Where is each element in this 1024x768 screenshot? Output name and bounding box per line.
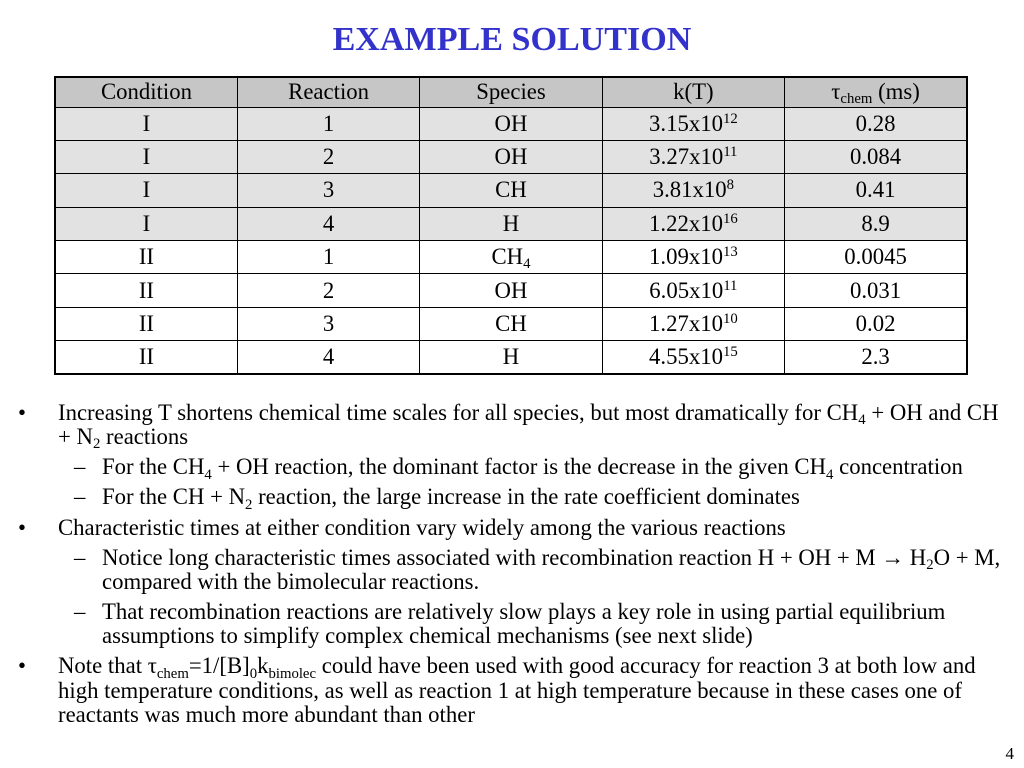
table-row xyxy=(55,341,967,374)
text-line xyxy=(58,400,1024,429)
subscript: 4 xyxy=(204,466,212,483)
cell-tau-chem: 0.084 xyxy=(785,140,967,173)
text-line xyxy=(102,600,1024,624)
cell-tau-chem: 2.3 xyxy=(785,341,967,374)
text-run: k xyxy=(257,653,269,679)
superscript: 11 xyxy=(723,143,738,160)
cell-reaction: 3 xyxy=(237,174,419,207)
cell-tau-chem: 0.031 xyxy=(785,274,967,307)
sub-bullet-item xyxy=(0,454,1024,483)
table-body xyxy=(55,107,967,374)
cell-species: CH xyxy=(420,174,602,207)
text-run: concentration xyxy=(833,454,963,480)
subscript: 2 xyxy=(92,436,101,453)
text-run: O + M, xyxy=(933,544,1001,570)
sub-bullet-item xyxy=(0,600,1024,649)
text-line xyxy=(58,516,1024,540)
text-run: 3.81x10 xyxy=(652,177,727,203)
text-run: + N xyxy=(58,424,93,450)
cell-condition: I xyxy=(55,207,237,240)
text-run: 1.27x10 xyxy=(649,311,723,337)
cell-k-t xyxy=(602,307,784,340)
text-run: For the CH xyxy=(102,454,205,480)
text-run: Increasing T shortens chemical time scales for all species, but most dramatically for CH xyxy=(58,400,859,425)
cell-k-t xyxy=(602,140,784,173)
cell-species: H xyxy=(420,207,602,240)
dash-marker: – xyxy=(74,484,86,510)
superscript: 10 xyxy=(722,310,738,327)
subscript: 2 xyxy=(926,556,934,573)
cell-tau-chem: 8.9 xyxy=(785,207,967,240)
cell-species: OH xyxy=(420,107,602,140)
bullet-marker: • xyxy=(18,400,26,425)
table-header-row xyxy=(55,77,967,107)
superscript: 16 xyxy=(722,210,738,227)
subscript: 2 xyxy=(245,496,253,513)
text-run: high temperature conditions, as well as reaction 1 at high temperature because in these cases one of xyxy=(58,677,962,703)
text-run: 3.15x10 xyxy=(649,110,723,136)
text-run: assumptions to simplify complex chemical mechanisms (see next slide) xyxy=(102,623,753,649)
text-line xyxy=(58,679,1024,703)
bullet-marker: • xyxy=(18,514,26,540)
table-row xyxy=(55,241,967,274)
text-run: Note that τ xyxy=(58,653,157,679)
bullet-item xyxy=(0,654,1024,727)
header-condition: Condition xyxy=(55,77,237,107)
text-run: (ms) xyxy=(872,79,920,105)
sub-bullet-item xyxy=(0,484,1024,513)
cell-k-t xyxy=(602,207,784,240)
page-number: 4 xyxy=(1005,744,1014,763)
text-run: could have been used with good accuracy for reaction 3 at both low and xyxy=(316,653,976,679)
table-row xyxy=(55,107,967,140)
text-line xyxy=(102,484,1024,513)
text-line xyxy=(102,570,1024,594)
text-run: 1.22x10 xyxy=(649,210,723,236)
text-line xyxy=(58,703,1024,727)
sub-bullet-item xyxy=(0,546,1024,595)
cell-k-t xyxy=(602,174,784,207)
dash-marker: – xyxy=(74,544,86,570)
slide-title: EXAMPLE SOLUTION xyxy=(332,21,692,58)
text-run: reactions xyxy=(100,424,189,450)
cell-species xyxy=(420,241,602,274)
cell-reaction: 2 xyxy=(237,274,419,307)
text-run: reactants was much more abundant than other xyxy=(58,702,475,728)
text-run: reaction, the large increase in the rate coefficient dominates xyxy=(252,484,800,510)
text-run: CH xyxy=(491,244,524,270)
table-header xyxy=(55,77,967,107)
header-k-t: k(T) xyxy=(602,77,784,107)
subscript: 4 xyxy=(826,466,834,483)
bullet-marker: • xyxy=(18,653,26,679)
text-run: + OH and CH xyxy=(865,400,999,425)
cell-tau-chem: 0.41 xyxy=(785,174,967,207)
cell-k-t xyxy=(602,107,784,140)
text-line xyxy=(58,424,1024,453)
text-run: That recombination reactions are relatively slow plays a key role in using partial equilibrium xyxy=(102,599,946,625)
text-line xyxy=(58,653,1024,682)
bullet-item xyxy=(0,516,1024,540)
text-run: Characteristic times at either condition vary widely among the various reactions xyxy=(58,514,786,540)
text-run: 6.05x10 xyxy=(649,277,724,303)
text-run: 3.27x10 xyxy=(649,144,724,170)
text-run: τ xyxy=(831,79,841,105)
superscript: 15 xyxy=(722,344,738,361)
cell-k-t xyxy=(602,341,784,374)
cell-k-t xyxy=(602,241,784,274)
table-row xyxy=(55,140,967,173)
subscript: 4 xyxy=(523,256,531,273)
subscript: 4 xyxy=(858,412,866,429)
text-run: 4.55x10 xyxy=(649,344,723,370)
header-reaction: Reaction xyxy=(237,77,419,107)
cell-tau-chem: 0.0045 xyxy=(785,241,967,274)
superscript: 13 xyxy=(722,244,738,261)
subscript: 0 xyxy=(249,665,258,682)
cell-reaction: 4 xyxy=(237,341,419,374)
text-run: =1/[B] xyxy=(188,653,250,679)
bullet-list xyxy=(0,401,1024,727)
table-row xyxy=(55,207,967,240)
cell-species: OH xyxy=(420,274,602,307)
text-run: For the CH + N xyxy=(102,484,246,510)
cell-species: OH xyxy=(420,140,602,173)
subscript: chem xyxy=(840,91,873,107)
superscript: 12 xyxy=(722,110,738,127)
cell-reaction: 3 xyxy=(237,307,419,340)
cell-species: CH xyxy=(420,307,602,340)
text-line xyxy=(102,544,1024,573)
subscript: bimolec xyxy=(268,665,317,682)
cell-reaction: 2 xyxy=(237,140,419,173)
superscript: 11 xyxy=(723,277,738,294)
superscript: 8 xyxy=(726,177,735,194)
cell-species: H xyxy=(420,341,602,374)
cell-condition: I xyxy=(55,174,237,207)
text-line xyxy=(102,624,1024,648)
text-run: + OH reaction, the dominant factor is the decrease in the given CH xyxy=(211,454,827,480)
table-row xyxy=(55,274,967,307)
cell-condition: II xyxy=(55,307,237,340)
table-row xyxy=(55,174,967,207)
table-row xyxy=(55,307,967,340)
cell-tau-chem: 0.28 xyxy=(785,107,967,140)
cell-k-t xyxy=(602,274,784,307)
cell-reaction: 1 xyxy=(237,107,419,140)
dash-marker: – xyxy=(74,454,86,480)
header-species: Species xyxy=(420,77,602,107)
cell-condition: II xyxy=(55,241,237,274)
text-line xyxy=(102,454,1024,483)
text-run: 1.09x10 xyxy=(649,244,723,270)
dash-marker: – xyxy=(74,599,86,625)
cell-condition: II xyxy=(55,341,237,374)
cell-condition: I xyxy=(55,140,237,173)
cell-condition: I xyxy=(55,107,237,140)
cell-reaction: 1 xyxy=(237,241,419,274)
bullet-item xyxy=(0,400,1024,453)
cell-tau-chem: 0.02 xyxy=(785,307,967,340)
cell-reaction: 4 xyxy=(237,207,419,240)
text-run: Notice long characteristic times associated with recombination reaction H + OH + M → H xyxy=(102,544,927,570)
subscript: chem xyxy=(156,665,189,682)
cell-condition: II xyxy=(55,274,237,307)
text-run: compared with the bimolecular reactions. xyxy=(102,568,480,594)
results-table xyxy=(54,76,968,375)
header-tau-chem xyxy=(785,77,967,107)
